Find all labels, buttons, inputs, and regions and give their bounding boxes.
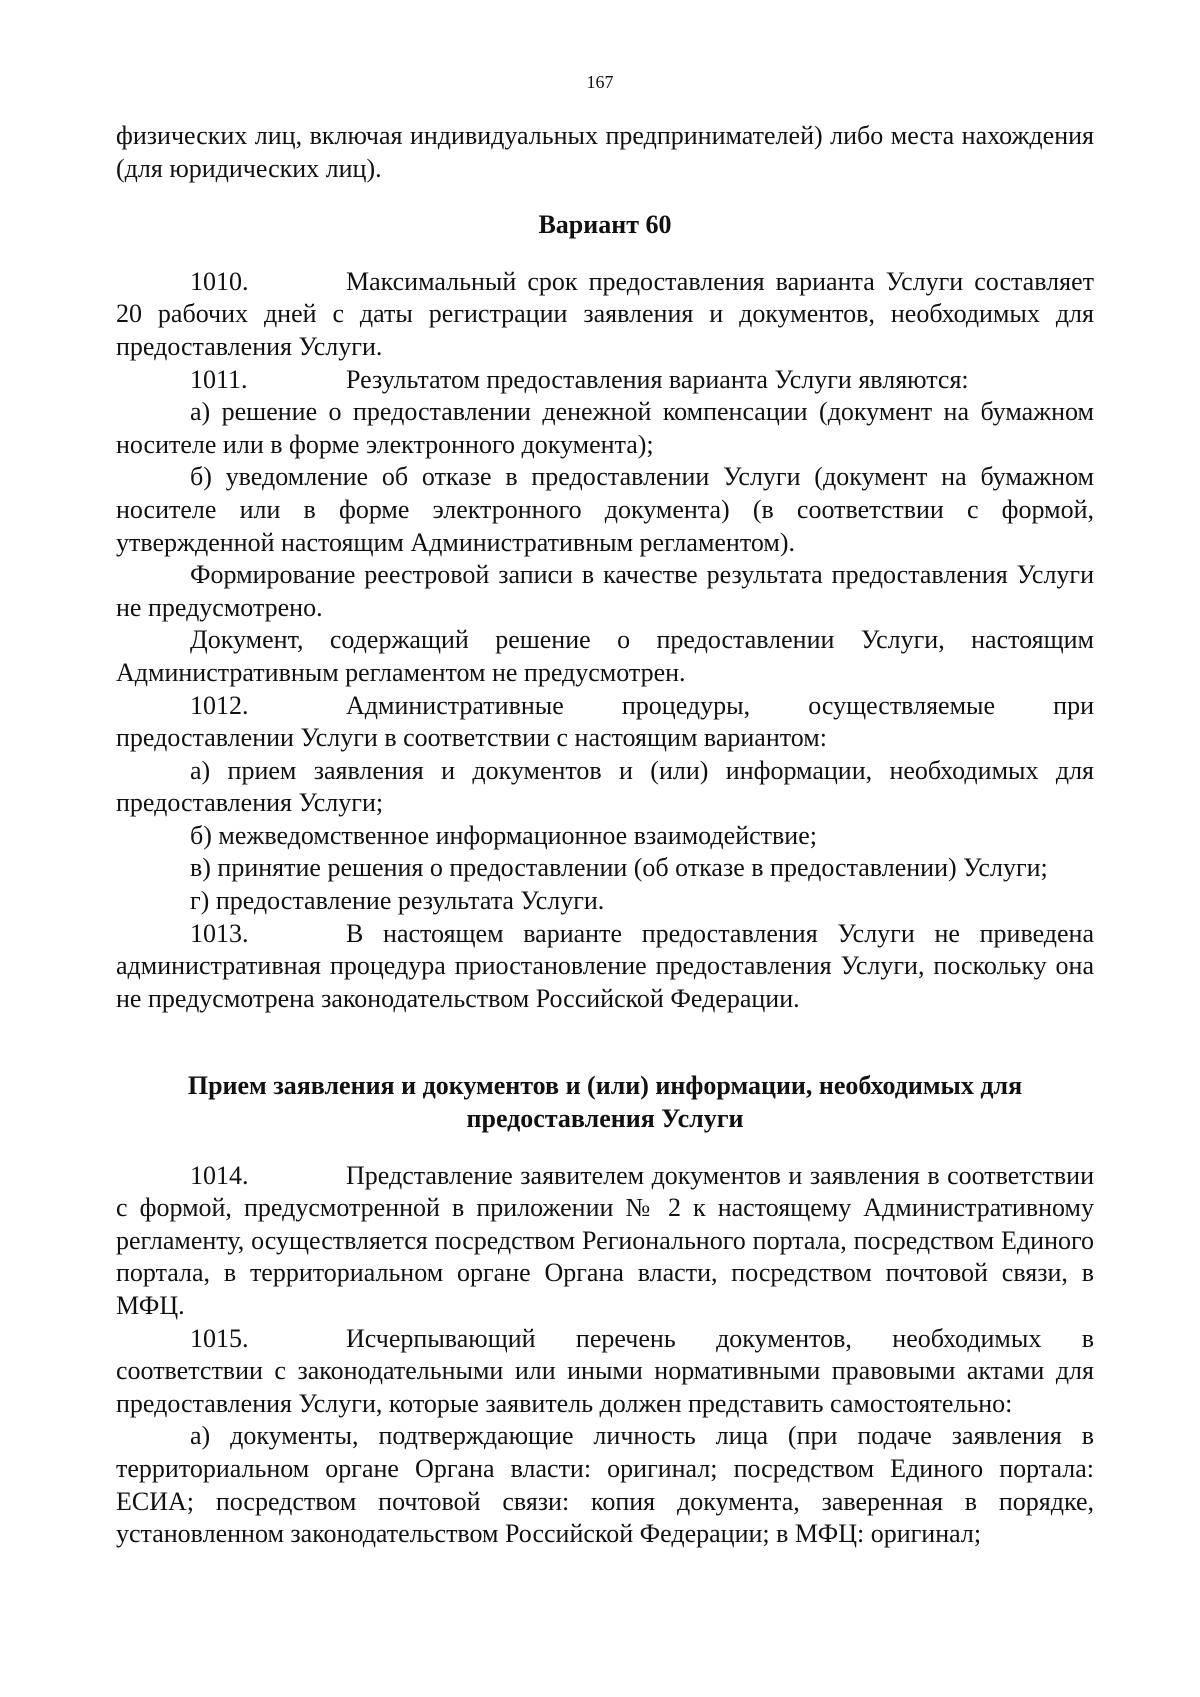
page-number: 167 [586, 72, 614, 92]
paragraph-1015-continued: соответствии с законодательными или иными нормативными правовыми актами для предоставления Услуги, которые заявитель должен представить самостоятельно: [116, 1356, 1094, 1418]
note-decision-document: Документ, содержащий решение о предоставлении Услуги, настоящим Административным регламентом не предусмотрен. [116, 625, 1094, 687]
paragraph-text: Представление заявителем документов и заявления в соответствии с формой, предусмотренной в приложении № 2 к настоящему Административному регламенту, осуществляется посредством Регионального портала, посредством Единого портала, в территориальном органе Органа власти, посредством почтовой связи, в МФЦ. [116, 1160, 1094, 1320]
paragraph-number: 1011. [190, 364, 248, 394]
paragraph-1012-continued: предоставлении Услуги в соответствии с настоящим вариантом: [116, 723, 827, 753]
list-item-1012-a: а) прием заявления и документов и (или) информации, необходимых для предоставления Услуги; [116, 755, 1094, 818]
note-registry-record: Формирование реестровой записи в качестве результата предоставления Услуги не предусмотрено. [116, 560, 1094, 622]
paragraph-number: 1013. [190, 918, 249, 948]
paragraph-1015 [116, 1323, 1094, 1356]
variant-heading: Вариант 60 [538, 210, 672, 240]
paragraph-text: Исчерпывающий перечень документов, необходимых в [346, 1323, 1094, 1353]
paragraph-1012 [116, 690, 1094, 723]
paragraph-number: 1010. [190, 266, 249, 296]
list-item-1011-a: а) решение о предоставлении денежной компенсации (документ на бумажном носителе или в форме электронного документа); [116, 397, 1094, 459]
page-content [116, 120, 1094, 1551]
list-item-1012-b: б) межведомственное информационное взаимодействие; [190, 820, 817, 850]
paragraph-1010 [116, 266, 1094, 364]
list-item-1015-a: а) документы, подтверждающие личность лица (при подаче заявления в территориальном органе Органа власти: оригинал; посредством Единого портала: ЕСИА; посредством почтовой связи: копия документа, заверенная в порядке, установленном законодательством Российской Федерации; в МФЦ: оригинал; [116, 1421, 1094, 1549]
section-heading-line-2: предоставления Услуги [466, 1104, 744, 1134]
list-item-1012-g: г) предоставление результата Услуги. [190, 886, 605, 916]
continuation-paragraph: физических лиц, включая индивидуальных предпринимателей) либо места нахождения (для юридических лиц). [116, 121, 1094, 183]
list-item-1011-b: б) уведомление об отказе в предоставлении Услуги (документ на бумажном носителе или в форме электронного документа) (в соответствии с формой, утвержденной настоящим Административным регламентом). [116, 462, 1094, 557]
paragraph-number: 1015. [190, 1323, 249, 1353]
section-heading-line-1: Прием заявления и документов и (или) информации, необходимых для [187, 1071, 1023, 1101]
paragraph-text: Результатом предоставления варианта Услуги являются: [346, 364, 969, 394]
paragraph-number: 1014. [190, 1160, 249, 1190]
paragraph-number: 1012. [190, 690, 249, 720]
paragraph-text: Максимальный срок предоставления варианта Услуги составляет 20 рабочих дней с даты регистрации заявления и документов, необходимых для предоставления Услуги. [116, 266, 1094, 361]
section-heading [116, 1070, 1094, 1135]
paragraph-1014 [116, 1160, 1094, 1323]
paragraph-text: В настоящем варианте предоставления Услуги не приведена административная процедура приостановление предоставления Услуги, поскольку она не предусмотрена законодательством Российской Федерации. [116, 918, 1094, 1013]
paragraph-1011 [116, 364, 1094, 397]
paragraph-text: Административные процедуры, осуществляемые при [346, 690, 1094, 720]
list-item-1012-v: в) принятие решения о предоставлении (об отказе в предоставлении) Услуги; [190, 853, 1048, 883]
paragraph-1013 [116, 918, 1094, 1016]
